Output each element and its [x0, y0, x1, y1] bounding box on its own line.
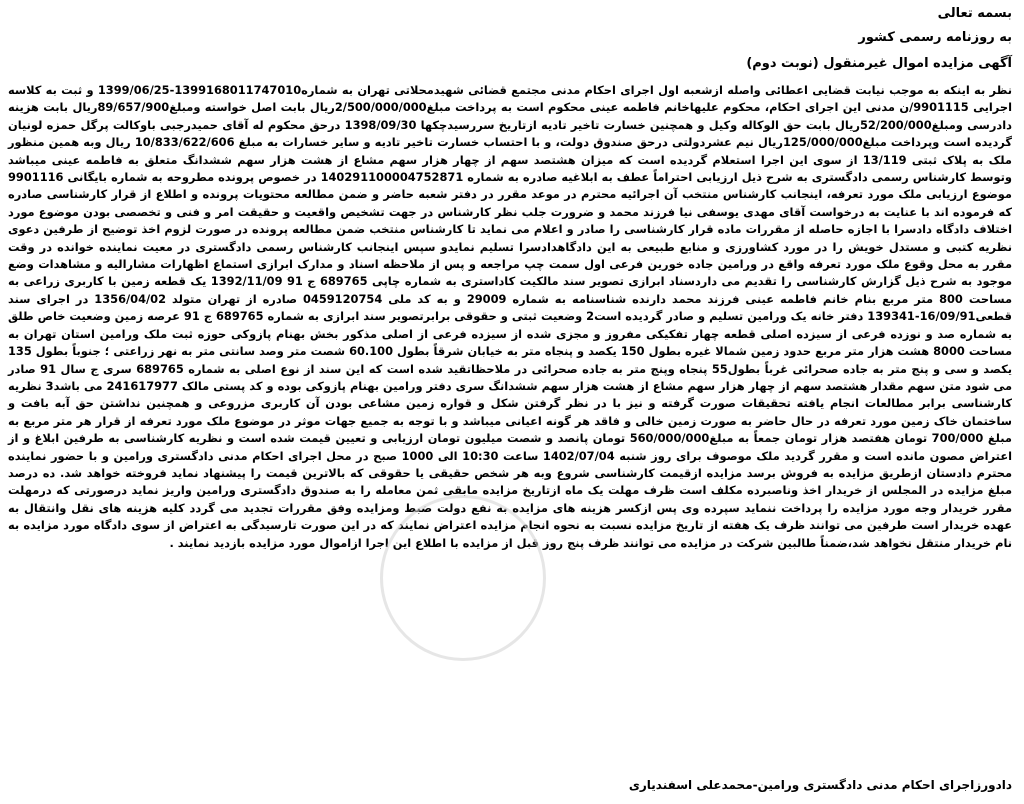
header-bismillah: بسمه تعالی [937, 6, 1012, 21]
header-recipient: به روزنامه رسمی کشور [858, 30, 1012, 45]
notice-body: نظر به اینکه به موجب نیابت قضایی اعطائی واصله ازشعبه اول اجرای احکام مدنی مجتمع قضائی شهیدمحلاتی تهران به شماره1399168011747010-1399/06/25 و ثبت به کلاسه اجرایی 9901115/ن مدنی این اجرای احکام، محکوم علیهاخانم فاطمه عینی محکوم است به پرداخت مبلغ2/500/000/000ریال بابت اصل خواسته ومبلغ89/657/900ریال بابت هزینه دادرسی ومبلغ52/200/000ریال بابت حق الوکاله وکیل و همچنین خسارت تاخیر تادیه ازتاریخ سررسیدچکها 1398/09/30 درحق محکوم له آقای حمیدرجبی باوکالت پرگل حمزه لونیان گردیده است وپرداخت مبلغ125/000/000ریال نیم عشردولتی درحق صندوق دولت، و با احتساب خسارت تاخیر تادیه و سایر خسارات به مبلغ 10/833/622/606 ریال وبه همین منظور ملک به پلاک ثبتی 13/119 از سوی این اجرا استعلام گردیده است که میزان هشتصد سهم از چهار هزار سهم مشاع از هشت هزار سهم ششدانگ متعلق به فاطمه عینی میباشد وتوسط کارشناس رسمی دادگستری به شرح ذیل ارزیابی احتراماً عطف به ابلاغیه صادره به شماره 140291100004752871 در خصوص پرونده مطروحه به شماره بایگانی 9901116 موضوع ارزیابی ملک مورد تعرفه، اینجانب کارشناس منتخب آن اجرائیه محترم در موعد مقرر در دفتر شعبه حاضر و ضمن مطالعه محتویات پرونده و اطلاع از قرار کارشناسی صادره که فرموده اند با عنایت به درخواست آقای مهدی یوسفی نیا فرزند محمد و ضرورت جلب نظر کارشناس در جهت تشخیص واقعیت و حقیقت امر و فنی و تخصصی بودن موضوع مورد اختلاف دادگاه دادسرا با اجازه حاصله از مقررات ماده قرار کارشناسی را صادر و اعلام می نماید تا کارشناس منتخب ضمن مطالعه پرونده در صورت لزوم اخذ توضیح از طرفین دعوی نظریه کتبی و مستدل خویش را در مورد کشاورزی و منابع طبیعی به این دادگاهدادسرا تسلیم نمایدو سپس اینجانب کارشناس رسمی دادگستری در معیت نماینده خوانده در وقت مقرر به محل وقوع ملک مورد تعرفه واقع در ورامین جاده خورین فرعی اول سمت چپ مراجعه و پس از ملاحظه اسناد و مدارک ابرازی استماع اظهارات مشارالیه و مشاهدات وضع موجود به شرح ذیل گزارش کارشناسی را تقدیم می داردسناد ابرازی تصویر سند مالکیت کاداستری به شماره چاپی 689765 ج 91 1392/11/09 یک قطعه زمین با کاربری زراعی به مساحت 800 متر مربع بنام خانم فاطمه عینی فرزند محمد دارنده شناسنامه به شماره 29009 و به کد ملی 0459120754 صادره از تهران متولد 1356/04/02 در اجرای سند قطعی16/09/91-139341 دفتر خانه یک ورامین تسلیم و صادر گردیده است2 وضعیت ثبتی و حقوقی برابرتصویر سند ابرازی به شماره 689765 ج 91 عرصه زمین وضعیت خاص طلق به شماره صد و نوزده فرعی از سیزده اصلی قطعه چهار تفکیکی مفروز و مجزی شده از سیزده فرعی از اصلی مذکور بخش بهنام پازوکی حوزه ثبت ملک ورامین استان تهران به مساحت 8000 هشت هزار متر مربع حدود زمین شمالا غیره بطول 150 یکصد و پنجاه متر به خیابان شرقاً بطول 60.100 شصت متر وصد سانتی متر به نهر زراعتی ؛ جنوباً بطول 135 یکصد و سی و پنج متر به جاده صحرائی غرباً بطول55 پنجاه وپنج متر به جاده صحرائی در ملاحظاتقید شده است که این سند از نوع اصلی به شماره 689765 سری ج سال 91 صادر می شود متن سهم مقدار هشتصد سهم از چهار هزار سهم مشاع از هشت هزار سهم ششدانگ سری دفتر ورامین بهنام پازوکی بوده و کد پستی مالک 241617977 می باشد3 نظریه کارشناسی برابر مطالعات انجام یافته تحقیقات صورت گرفته و نیز با در نظر گرفتن شکل و قواره زمین مشاعی بودن آن کاربری مزروعی و همچنین نداشتن حق آبه بافت و ساختمان خاک زمین مورد تعرفه در حال حاضر به صورت زمین خالی و فاقد هر گونه اعیانی میباشد و با توجه به جمیع جهات موثر در موضوع ملک مورد تعرفه از قرار هر متر مربع به مبلغ 700/000 تومان هفتصد هزار تومان جمعاً به مبلغ560/000/000 تومان پانصد و شصت میلیون تومان ارزیابی و تعیین قیمت شده است و نظریه کارشناسی به طرفین ابلاغ و از اعتراض مصون مانده است و مقرر گردید ملک موصوف برای روز شنبه 1402/07/04 ساعت 10:30 الی 1000 صبح در محل اجرای احکام مدنی دادگستری ورامین و با حضور نماینده محترم دادستان ازطریق مزایده به فروش برسد مزایده ازقیمت کارشناسی شروع وبه هر شخص حقیقی یا حقوقی که بالاترین قیمت را پیشنهاد نماید فروخته خواهد شد. ده درصد مبلغ مزایده در المجلس از خریدار اخذ وناصبرده مکلف است ظرف مهلت یک ماه ازتاریخ مزایده مابقی ثمن معامله را به صندوق دادگستری ورامین واریز نماید درصورتی که درمهلت مقرر خریدار وجه مورد مزایده را پرداخت ننماید سپرده وی پس ازکسر هزینه های مزایده به نفع دولت ضبط ومزایده وفق مقررات تجدید می گردد کلیه هزینه های نقل وانتقال به عهده خریدار است طرفین می توانند ظرف یک هفته از تاریخ مزایده نسبت به نحوه انجام مزایده اعتراض نمایند که در این صورت تارسیدگی به اعتراض از سوی دادگاه مورد مزایده به نام خریدار منتقل نخواهد شد،ضمناً طالبین شرکت در مزایده می توانند ظرف پنج روز قبل از مزایده با اطلاع این اجرا ازاموال مورد مزایده بازدید نمایند . [8, 83, 1013, 550]
notice-title: آگهی مزایده اموال غیرمنقول (نوبت دوم) [746, 56, 1012, 71]
signature-line: دادورزاجرای احکام مدنی دادگستری ورامین-محمدعلی اسفندیاری [628, 778, 1012, 792]
